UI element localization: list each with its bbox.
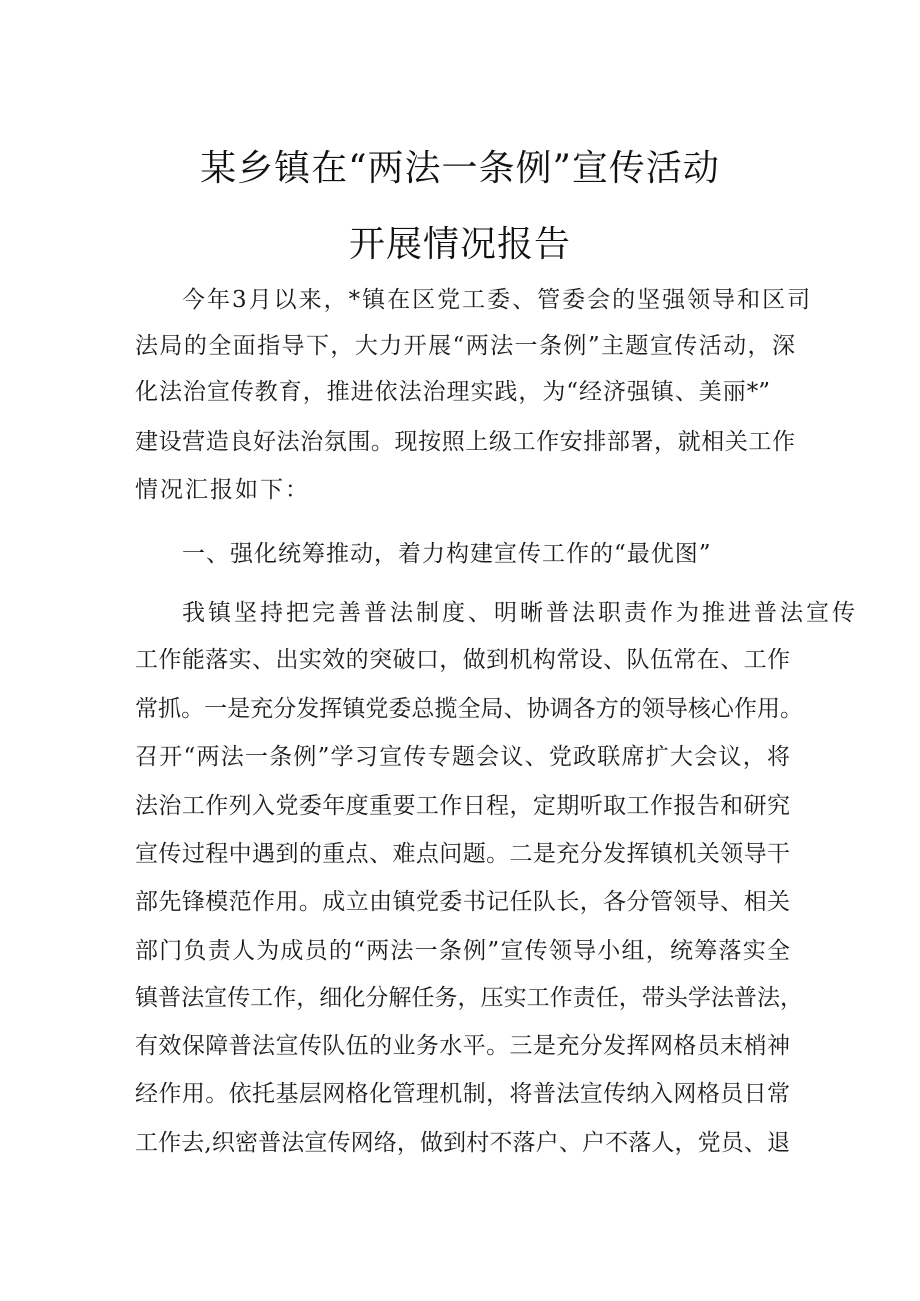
intro-line: 情况汇报如下： (135, 477, 310, 503)
document-title-line-1: 某乡镇在“两法一条例”宣传活动 (200, 148, 720, 189)
body-line: 工作能落实、出实效的突破口，做到机构常设、队伍常在、工作 (135, 647, 790, 673)
body-line: 宣传过程中遇到的重点、难点问题。二是充分发挥镇机关领导干 (135, 841, 790, 867)
body-line: 镇普法宣传工作，细化分解任务，压实工作责任，带头学法普法， (135, 985, 803, 1011)
intro-line: 建设营造良好法治氛围。现按照上级工作安排部署，就相关工作 (135, 429, 795, 455)
body-line: 部门负责人为成员的“两法一条例”宣传领导小组，统筹落实全 (135, 938, 790, 964)
body-line: 部先锋模范作用。成立由镇党委书记任队长，各分管领导、相关 (135, 889, 790, 915)
body-line: 我镇坚持把完善普法制度、明晰普法职责作为推进普法宣传 (182, 600, 858, 626)
body-line: 经作用。依托基层网格化管理机制，将普法宣传纳入网格员日常 (135, 1081, 790, 1107)
body-line: 工作去,织密普法宣传网络，做到村不落户、户不落人，党员、退 (135, 1130, 790, 1156)
body-line: 召开“两法一条例”学习宣传专题会议、党政联席扩大会议，将 (135, 744, 790, 770)
body-line: 有效保障普法宣传队伍的业务水平。三是充分发挥网格员末梢神 (135, 1033, 790, 1059)
intro-line: 法局的全面指导下，大力开展“两法一条例”主题宣传活动，深 (135, 333, 795, 359)
intro-line: 今年3月以来，*镇在区党工委、管委会的坚强领导和区司 (182, 287, 813, 313)
document-title-line-2: 开展情况报告 (348, 224, 571, 265)
body-line: 常抓。一是充分发挥镇党委总揽全局、协调各方的领导核心作用。 (135, 696, 803, 722)
body-line: 法治工作列入党委年度重要工作日程，定期听取工作报告和研究 (135, 793, 790, 819)
section-heading: 一、强化统筹推动，着力构建宣传工作的“最优图” (182, 541, 712, 567)
intro-line: 化法治宣传教育，推进依法治理实践，为“经济强镇、美丽*” (135, 379, 770, 405)
